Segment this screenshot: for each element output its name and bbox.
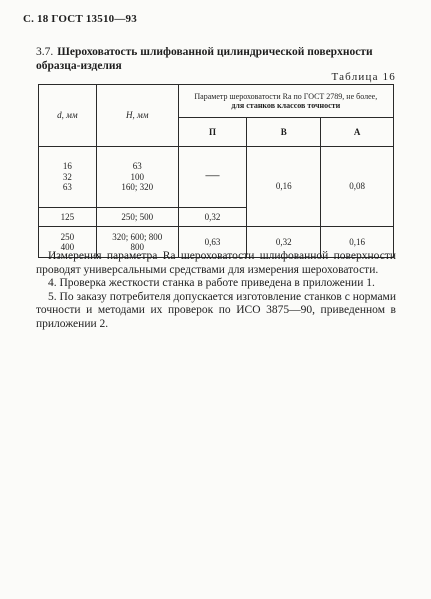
cell-class-p: 0,63 xyxy=(178,227,247,258)
cell-d-value: 32 xyxy=(62,171,72,182)
cell-class-a: 0,08 xyxy=(321,147,394,227)
cell-class-a: 0,16 xyxy=(321,227,394,258)
roughness-table xyxy=(38,84,394,258)
section-number: 3.7. xyxy=(36,46,54,58)
cell-class-p xyxy=(178,147,247,208)
cell-dash: — xyxy=(205,168,220,183)
header-class-p: П xyxy=(178,118,247,147)
cell-h xyxy=(96,147,178,208)
table-caption: Таблица 16 xyxy=(331,71,396,83)
header-d-label: d, мм xyxy=(57,110,78,121)
header-d xyxy=(39,85,97,147)
cell-d-value: 63 xyxy=(62,182,72,193)
paragraph-5: 5. По заказу потребителя допускается изготовление станков с нормами точности и методами их проверок по ИСО 3875—90, приведенном в приложении 2. xyxy=(36,290,396,330)
cell-h: 250; 500 xyxy=(96,208,178,227)
header-parameter-line1: Параметр шероховатости Ra по ГОСТ 2789, не более, xyxy=(194,91,378,101)
header-h xyxy=(96,85,178,147)
page-header: С. 18 ГОСТ 13510—93 xyxy=(23,13,137,25)
cell-class-v: 0,16 xyxy=(247,147,321,227)
table-header-row xyxy=(39,85,394,118)
cell-class-p: 0,32 xyxy=(178,208,247,227)
header-class-a: А xyxy=(321,118,394,147)
paragraph-measurement: Измерения параметра Ra шероховатости шлифованной поверхности проводят универсальными средствами для измерения шероховатости. xyxy=(36,250,396,276)
cell-h-value: 320; 600; 800 xyxy=(112,231,163,242)
header-parameter-line2: для станков классов точности xyxy=(231,101,341,110)
header-h-label: H, мм xyxy=(125,110,149,121)
cell-h-value: 160; 320 xyxy=(121,182,154,193)
paragraph-4: 4. Проверка жесткости станка в работе приведена в приложении 1. xyxy=(48,277,375,289)
cell-h-value: 63 xyxy=(132,161,142,172)
header-parameter xyxy=(178,85,393,118)
body-text xyxy=(36,250,396,331)
cell-h-value: 100 xyxy=(130,171,144,182)
cell-h-value: 800 xyxy=(130,242,144,252)
cell-d xyxy=(39,147,97,208)
cell-class-v: 0,32 xyxy=(247,227,321,258)
section-heading xyxy=(36,45,398,73)
cell-d: 125 xyxy=(39,208,97,227)
cell-d-value: 16 xyxy=(62,161,72,172)
cell-d-value: 250 xyxy=(60,231,75,242)
cell-d-value: 400 xyxy=(60,242,75,252)
table-row xyxy=(39,147,394,208)
section-title: Шероховатость шлифованной цилиндрической поверхности образца-изделия xyxy=(36,46,373,72)
header-class-v: В xyxy=(247,118,321,147)
